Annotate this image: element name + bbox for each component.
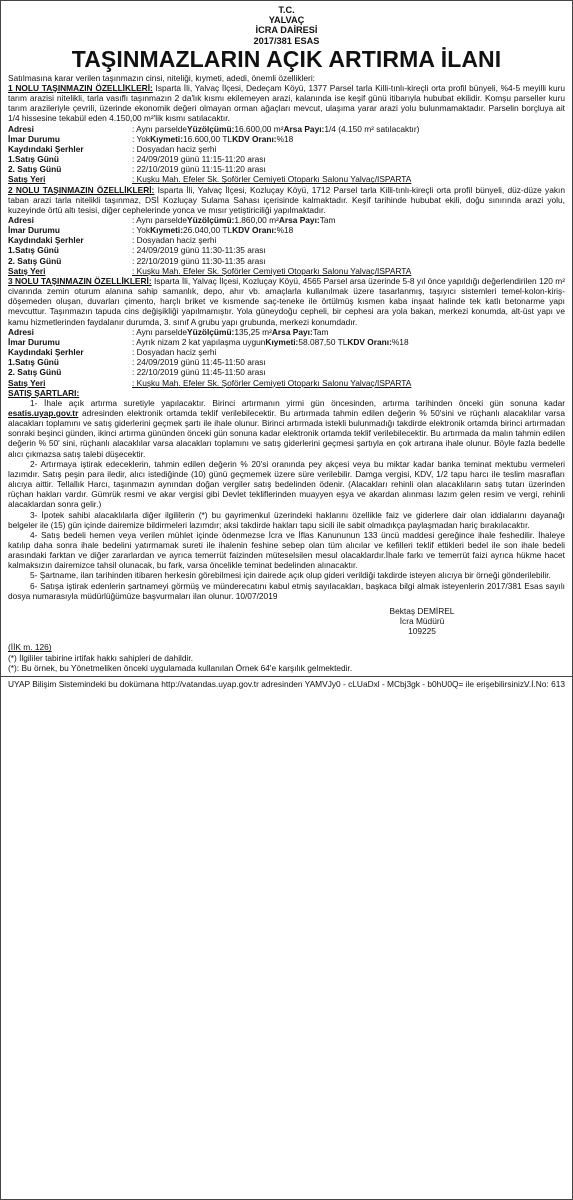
esatis-link[interactable]: esatis.uyap.gov.tr [8, 407, 79, 418]
law-reference: (İİK m. 126) [8, 642, 52, 653]
property-1-sale-day-2: 2. Satış Günü : 22/10/2019 günü 11:15-11:20 arası [8, 164, 266, 175]
header-line-case: 2017/381 ESAS [253, 35, 320, 46]
header-block [8, 5, 565, 46]
footer [1, 676, 572, 689]
term-3: 3- İpotek sahibi alacaklılarla diğer ilgililerin (*) bu gayrimenkul üzerindeki haklarını özellikle faiz ve giderlere dair olan iddialarını dayanağı belgeler ile (15) gün içinde dairemize bildirmeleri lazımdır; aksi takdirde hakları tapu sicili ile sabit olmadıkça paylaşmadan hariç bırakılacaktır. [8, 509, 565, 530]
header-line-town: YALVAÇ [268, 15, 305, 26]
property-2-address-row: Adresi : Aynı parselde Yüzölçümü: 1.860,00 m² Arsa Payı: Tam [8, 215, 336, 225]
footer-uyap-text: UYAP Bilişim Sistemindeki bu dokümana http://vatandas.uyap.gov.tr adresinden YAMVJy0 - cLUaDxl - MCbj3gk - b0hU0Q= ile erişebilirsiniz. [8, 678, 527, 689]
terms-heading: SATIŞ ŞARTLARI: [8, 387, 80, 398]
property-1-sale-place: Satış Yeri : Kuşku Mah. Efeler Sk. Şoförler Cemiyeti Otoparkı Salonu Yalvaç/ISPARTA [8, 174, 412, 185]
header-line-office: İCRA DAİRESİ [255, 25, 318, 36]
header-line-tc: T.C. [278, 5, 295, 15]
property-3-text: Isparta İli, Yalvaç İlçesi, Kozluçay Köyü, 4565 Parsel arsa üzerinde 5-8 yıl önce yapıldığı değerlendirilen 120 m² civarında zemin oturum alanına sahip samanlık, depo, ahır vb. amaçlarla kullanılmak üzere tasarlanmış, taşıyıcı sistemleri temel-kolon-kiriş-döşemeden oluşan, duvarları çimento, harçlı briket ve kısmende saç-teneke ile örtülmüş kısmen kaba inşaat halinde tek katlı betonarme yapı mevcuttur. Taşınmazın tapuda cins değişikliği yapılmamıştır. Yola güneydoğu cepheli, bir cephesi ara yola bakan, merkezi konumda, alt-üst yapı ve kamu hizmetlerinden faydalanır durumda, 3. sınıf A grubu yapı grubunda, merkezi konumdadır. [8, 275, 565, 327]
signer-number: 109225 [408, 626, 436, 637]
property-1-description [8, 83, 565, 124]
property-1-address-row: Adresi : Aynı parselde Yüzölçümü: 16.600,00 m² Arsa Payı: 1/4 (4.150 m² satılacaktır) [8, 123, 420, 134]
signer-role: İcra Müdürü [399, 616, 445, 627]
footer-ad-number: V.İ.No: 613 [524, 678, 565, 689]
property-3-zoning-row: İmar Durumu : Ayrık nizam 2 kat yapılaşma uygun Kıymeti: 58.087,50 TL KDV Oranı: %18 [8, 336, 409, 347]
page-title: TAŞINMAZLARIN AÇIK ARTIRMA İLANI [71, 45, 502, 72]
property-2-sale-place: Satış Yeri : Kuşku Mah. Efeler Sk. Şoförler Cemiyeti Otoparkı Salonu Yalvaç/ISPARTA [8, 265, 412, 276]
footnote-2: (*): Bu örnek, bu Yönetmeliken önceki uygulamada kullanılan Örnek 64'e karşılık gelmektedir. [8, 662, 353, 673]
property-2-annotations-row: Kaydındaki Şerhler : Dosyadan haciz şerhi [8, 235, 217, 246]
property-3-sale-place: Satış Yeri : Kuşku Mah. Efeler Sk. Şoförler Cemiyeti Otoparkı Salonu Yalvaç/ISPARTA [8, 377, 412, 388]
property-1-heading: 1 NOLU TAŞINMAZIN ÖZELLİKLERİ: [8, 82, 153, 93]
property-3-annotations-row: Kaydındaki Şerhler : Dosyadan haciz şerhi [8, 347, 217, 358]
term-2: 2- Artırmaya iştirak edeceklerin, tahmin edilen değerin % 20'si oranında pey akçesi veya bu miktar kadar banka teminat mektubu vermeleri lazımdır. Satış peşin para iledir, alıcı istediğinde (10) günü geçmemek üzere süre verilebilir. Damga vergisi, KDV, 1/2 tapu harcı ile teslim masrafları alıcıya aittir. Tellallık Harcı, taşınmazın aynından doğan vergiler satış bedelinden ödenir. (Alacakları rehinli olan alacaklıların satış tutarı üzerinden rüçhan hakları vardır. Gümrük resmi ve akar vergisi gibi Devlet tekliflerinden muayyen eşya ve akardan alınması lazım gelen resim ve vergi, rehinli alacaklardan sonra gelir.) [8, 458, 565, 510]
term-5: 5- Şartname, ilan tarihinden itibaren herkesin görebilmesi için dairede açık olup gideri verildiği takdirde isteyen alıcıya bir örneği gönderilebilir. [30, 570, 551, 581]
property-3-heading: 3 NOLU TAŞINMAZIN ÖZELLİKLERİ: [8, 275, 152, 286]
property-1-sale-day-1: 1.Satış Günü : 24/09/2019 günü 11:15-11:20 arası [8, 154, 266, 165]
footnote-1: (*) İlgililer tabirine irtifak hakkı sahipleri de dahildir. [8, 652, 194, 663]
term-6: 6- Satışa iştirak edenlerin şartnameyi görmüş ve münderecatını kabul etmiş sayılacakları, başkaca bilgi almak isteyenlerin 2017/381 Esas sayılı dosya numarasıyla müdürlüğümüze başvurmaları ilan olunur. 10/07/2019 [8, 580, 565, 601]
property-3-sale-day-2: 2. Satış Günü : 22/10/2019 günü 11:45-11:50 arası [8, 367, 266, 378]
property-2-heading: 2 NOLU TAŞINMAZIN ÖZELLİKLERİ: [8, 184, 155, 195]
property-1-annotations-row: Kaydındaki Şerhler : Dosyadan haciz şerhi [8, 143, 217, 154]
property-3-sale-day-1: 1.Satış Günü : 24/09/2019 günü 11:45-11:50 arası [8, 357, 266, 368]
intro-text: Satılmasına karar verilen taşınmazın cinsi, niteliği, kıymeti, adedi, önemli özellikleri: [8, 72, 315, 83]
property-1-text: Isparta İli, Yalvaç İlçesi, Dedeçam Köyü, 1377 Parsel tarla Killi-tınlı-kireçli orta profil bünyeli, %4-5 meyilli kuru tarım arazisi nitelikli, tarla vasıflı taşınmazın 2 da'lık kısmı ekilemeyen arazi, kalanında ise keşif günü itibarıyla hububat ekilidir. Komşu parseller kuru tarım arazileriyle çevrili, üzerinde ekonomik değeri olmayan orman ağaçları mevcut, ulaşıma yarar arazi yolu bulunmamaktadır. Parselin borçluya ait 1/4 hissesine tekabül eden 4.150,00 m²'lik kısmı satılacaktır. [8, 82, 565, 124]
signature-block [362, 606, 482, 636]
property-3-address-row: Adresi : Aynı parselde Yüzölçümü: 135,25 m² Arsa Payı: Tam [8, 326, 329, 337]
property-2-text: Isparta İli, Yalvaç İlçesi, Kozluçay Köyü, 1712 Parsel tarla Killi-tınlı-kireçli orta profil bünyeli, düz-düze yakın taban arazi tarla nitelikli taşınmaz, DSİ Kozluçay Sulama Sahası içerisinde kalmaktadır. Keşif tarihinde hububat ekili, doğu sınırında arazi yolu, kuzeyinde örtü altı tesisi, diğer cephelerinde yonca ve mısır yetiştiriciliği yapılmaktadır. [8, 184, 565, 215]
property-2-sale-day-1: 1.Satış Günü : 24/09/2019 günü 11:30-11:35 arası [8, 245, 266, 256]
property-2-sale-day-2: 2. Satış Günü : 22/10/2019 günü 11:30-11:35 arası [8, 255, 266, 266]
property-3-description [8, 276, 565, 327]
term-4: 4- Satış bedeli hemen veya verilen mühlet içinde ödenmezse İcra ve İflas Kanununun 133 üncü maddesi gereğince ihale feshedilir. İhaleye katılıp daha sonra ihale bedelini yatırmamak sureti ile ihalenin feshine sebep olan tüm alıcılar ve kefilleri teklif ettikleri bedel ile son ihale bedeli arasındaki farktan ve diğer zararlardan ve ayrıca temerrüt faizinden müteselsilen mesul olacaklardır.İhale farkı ve temerrüt faizi ayrıca hükme hacet kalmaksızın dairemizce tahsil olunacak, bu fark, varsa öncelikle teminat bedelinden alınacaktır. [8, 529, 565, 571]
signer-name: Bektaş DEMİREL [389, 605, 455, 616]
property-1-zoning-row: İmar Durumu : Yok Kıymeti: 16.600,00 TL KDV Oranı: %18 [8, 133, 294, 144]
property-2-description [8, 185, 565, 215]
term-1: 1- İhale açık artırma suretiyle yapılacaktır. Birinci artırmanın yirmi gün öncesinden, artırma tarihinden önceki gün sonuna kadar esatis.uyap.gov.tr adresinden elektronik ortamda teklif verilebilecektir. Bu artırmada tahmin edilen değerin % 50'sini ve rüçhanlı alacaklılar varsa alacakları toplamını ve satış giderlerini geçmek şartı ile ihale olunur. Birinci artırmada istekli bulunmadığı takdirde elektronik ortamda birinci artırmadan sonraki beşinci günden, ikinci artırma gününden önceki gün sonuna kadar elektronik ortamda teklif verilebilecektir. Bu artırmada da malın tahmin edilen değerin % 50' sini, rüçhanlı alacaklılar varsa alacakları toplamını ve satış giderlerini geçmesi şartıyla en çok artırana ihale olunur. Böyle fazla bedelle alıcı çıkmazsa satış talebi düşecektir. [8, 397, 565, 459]
property-2-zoning-row: İmar Durumu : Yok Kıymeti: 26.040,00 TL KDV Oranı: %18 [8, 225, 294, 236]
